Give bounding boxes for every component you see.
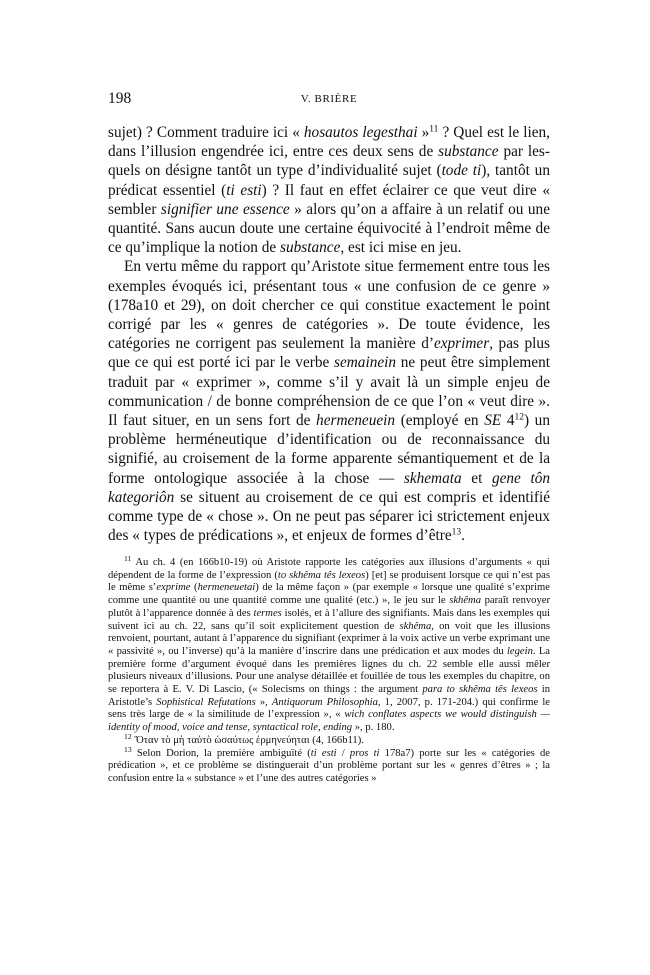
italic-text: wich conflates aspects we would distinguish — identity of mood, voice and tense, syntactical role, ending (108, 709, 550, 734)
footnote-11 (108, 554, 551, 735)
text-run: 4 (501, 412, 515, 430)
text-run: Au ch. 4 (en 166b10-19) où Aristote rapporte les catégories aux illusions d’arguments « qui dépendent de la forme de l’expression ( (108, 557, 550, 581)
text-run: , on voit que les illusions renvoient, pourtant, autant à l’apparence du signifiant (exprimer à la voix active un verbe exprimant une « passivité », ou l’inverse) qu’à la manière d’inscrire dans une prédication et aux modes du (108, 620, 551, 657)
italic-text: tode ti (441, 162, 482, 180)
text-run: », (255, 696, 272, 708)
italic-text: exprimer (433, 335, 490, 353)
paragraph-2 (108, 257, 550, 545)
text-run: (employé en (395, 412, 485, 430)
text-run: par lesquels on désigne tantôt un type d’individualité sujet ( (108, 143, 550, 180)
running-head: V. BRIÈRE (300, 93, 358, 105)
italic-text: ti esti (310, 747, 337, 759)
footnote-13 (108, 744, 550, 786)
text-run: 178a7) porte sur les « catégories de prédication », et ce problème se distinguerait d’un problème portant sur les « genres d’êtres » ; la confusion entre la « substance » et l’une des autres catégories » (108, 747, 550, 784)
footnotes (108, 554, 551, 786)
italic-text: signifier une essence (160, 200, 290, 218)
italic-text: skhemata (403, 469, 462, 487)
text-run: Selon Dorion, la première ambiguïté ( (131, 747, 311, 759)
italic-text: para to skhêma tês lexeos (422, 684, 538, 696)
italic-text: substance (438, 143, 499, 161)
italic-text: skhêma (399, 620, 432, 632)
text-run: isolés, et à l’allure des signifiants. Mais dans les exemples qui suivent ici au ch. 22, sans qu’il soit explicitement question de (108, 607, 551, 632)
main-text (108, 123, 550, 545)
text-run: ) ? Il faut en effet éclairer ce que veut dire « sembler (108, 181, 550, 218)
text-run: ), tantôt un prédicat essentiel ( (108, 162, 550, 199)
text-run: sujet) ? Comment traduire ici « (108, 124, 304, 141)
footnote-ref: 11 (124, 554, 132, 564)
text-run: . (461, 527, 465, 545)
text-run: » alors qu’on a affaire à un relatif ou une quantité. Sans aucun doute une certaine équivocité à l’endroit même de ce qu’implique la notion de (108, 200, 550, 257)
italic-text: to skhêma tês lexeos (277, 569, 366, 581)
footnote-ref: 13 (124, 744, 132, 754)
italic-text: exprime (156, 582, 191, 594)
text-run: . La première forme d’argument évoqué dans les premières lignes du ch. 22 semble elle aussi mêler plusieurs niveaux d’illusions. Pour une analyse détaillée et fouillée de tous les exemples du chapitre, on se reportera à E. V. Di Lascio, (« Solecisms on things : the argument (108, 645, 550, 696)
italic-text: legein (506, 645, 533, 657)
page-number: 198 (108, 90, 132, 107)
italic-text: gene tôn kategoriôn (108, 469, 550, 506)
text-run: , 1, 2007, p. 171-204.) qui confirme le sens très large de « la similitude de l’expression », « (108, 696, 550, 721)
text-run: En vertu même du rapport qu’Aristote situe fermement entre tous les exemples évoqués ici, présentant tous « une confusion de ce genre » (178a10 et 29), on doit chercher ce qui constitue exactement le point corrigé par les « genres de catégories ». De toute évidence, les catégories ne corrigent pas seulement la manière d’ (108, 258, 550, 353)
text-run: , pas plus que ce qui est porté ici par le verbe (108, 335, 550, 372)
italic-text: ti esti (226, 181, 262, 199)
footnote-ref: 12 (124, 732, 132, 742)
paragraph-1 (108, 123, 550, 257)
text-run: » (417, 124, 430, 141)
text-run: , est ici mise en jeu. (340, 239, 462, 257)
italic-text: SE (484, 412, 502, 430)
italic-text: hermeneuetai (197, 582, 256, 594)
text-run: in Aristotle’s (108, 684, 551, 708)
italic-text: substance (280, 239, 341, 257)
text-run: ne peut être simplement traduit par « exprimer », comme s’il y avait là un simple enjeu de communication / de bonne compréhension de ce que l’on « veut dire ». Il faut situer, en un sens fort de (108, 354, 551, 430)
italic-text: semainein (334, 354, 397, 372)
footnote-12 (108, 732, 550, 748)
text-run: paraît renvoyer plutôt à l’apparence donnée à des (108, 595, 550, 619)
text-run: / (336, 747, 350, 759)
italic-text: hosautos legesthai (303, 124, 418, 141)
text-run: se situent au croisement de ce qui est compris et identifié comme type de « chose ». On ne peut pas séparer ici strictement enjeux des « types de prédications », et enjeux de formes d’être (108, 488, 550, 545)
text-run: ? Quel est le lien, dans l’illusion engendrée ici, entre ces deux sens de (108, 124, 550, 161)
italic-text: Antiquorum Philosophia (271, 696, 378, 708)
text-run: ) un problème herméneutique d’identification ou de reconnaissance du signifié, au croisement de la forme apparente sémantiquement et de la forme ontologique associée à la chose — (108, 412, 550, 487)
text-run: ( (190, 582, 198, 594)
text-run: et (461, 469, 492, 487)
text-run: ) de la même façon » (par exemple « lorsque une qualité s’exprime comme une quantité ou une quantité comme une qualité (etc.) », le jeu sur le (108, 582, 550, 607)
footnote-ref: 13 (451, 527, 462, 538)
text-run: Ὅταν τὸ μὴ ταὐτὸ ὡσαύτως ἑρμηνεύηται (4, 166b11). (131, 734, 364, 746)
italic-text: hermeneuein (316, 412, 396, 430)
text-run: ) [et] se produisent lorsque ce qui n’est pas le même s’ (108, 569, 550, 594)
italic-text: skhêma (449, 595, 482, 607)
italic-text: termes (253, 607, 282, 619)
text-run: », p. 180. (352, 722, 395, 734)
page-header (108, 90, 550, 110)
italic-text: Sophistical Refutations (156, 696, 256, 708)
italic-text: pros ti (349, 747, 380, 759)
footnote-ref: 12 (514, 412, 524, 423)
footnote-ref: 11 (429, 124, 439, 135)
